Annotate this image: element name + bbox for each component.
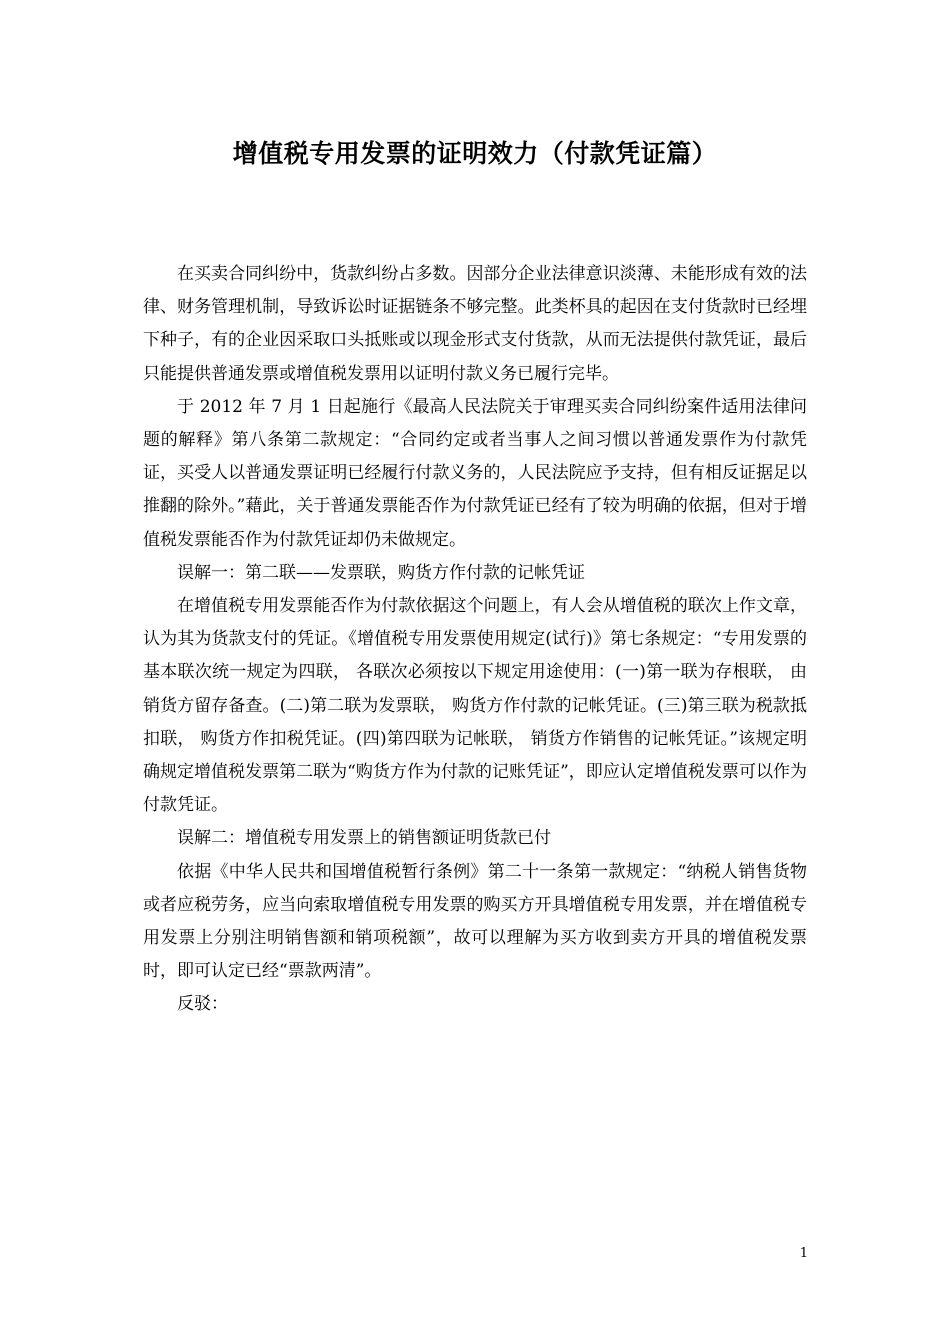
paragraph-misconception-one-body: 在增值税专用发票能否作为付款依据这个问题上，有人会从增值税的联次上作文章，认为其为货款支付的凭证。《增值税专用发票使用规定(试行)》第七条规定：“专用发票的基本联次统一规定为四联， 各联次必须按以下规定用途使用：(一)第一联为存根联， 由销货方留存备查。(二)第二联为发票联， 购货方作付款的记帐凭证。(三)第三联为税款抵扣联， 购货方作扣税凭证。(四)第四联为记帐联， 销货方作销售的记帐凭证。”该规定明确规定增值税发票第二联为“购货方作为付款的记账凭证”，即应认定增值税发票可以作为付款凭证。	[143, 596, 807, 816]
paragraph-misconception-two-heading: 误解二：增值税专用发票上的销售额证明货款已付	[177, 828, 551, 849]
paragraph-rebuttal-heading: 反驳：	[177, 994, 228, 1015]
page-number: 1	[799, 1246, 808, 1261]
document-body	[143, 258, 807, 1022]
paragraph-misconception-one-heading: 误解一：第二联——发票联，购货方作付款的记帐凭证	[177, 562, 585, 583]
document-title: 增值税专用发票的证明效力（付款凭证篇）	[232, 139, 718, 168]
paragraph-judicial-interpretation: 于 2012 年 7 月 1 日起施行《最高人民法院关于审理买卖合同纠纷案件适用法律问题的解释》第八条第二款规定：“合同约定或者当事人之间习惯以普通发票作为付款凭证，买受人以普通发票证明已经履行付款义务的，人民法院应予支持，但有相反证据足以推翻的除外。”藉此，关于普通发票能否作为付款凭证已经有了较为明确的依据，但对于增值税发票能否作为付款凭证却仍未做规定。	[143, 396, 807, 550]
paragraph-misconception-two-body: 依据《中华人民共和国增值税暂行条例》第二十一条第一款规定：“纳税人销售货物或者应税劳务，应当向索取增值税专用发票的购买方开具增值税专用发票，并在增值税专用发票上分别注明销售额和销项税额”，故可以理解为买方收到卖方开具的增值税发票时，即可认定已经“票款两清”。	[143, 861, 807, 982]
paragraph-intro: 在买卖合同纠纷中，货款纠纷占多数。因部分企业法律意识淡薄、未能形成有效的法律、财务管理机制，导致诉讼时证据链条不够完整。此类杯具的起因在支付货款时已经埋下种子，有的企业因采取口头抵账或以现金形式支付货款，从而无法提供付款凭证，最后只能提供普通发票或增值税发票用以证明付款义务已履行完毕。	[143, 264, 807, 384]
